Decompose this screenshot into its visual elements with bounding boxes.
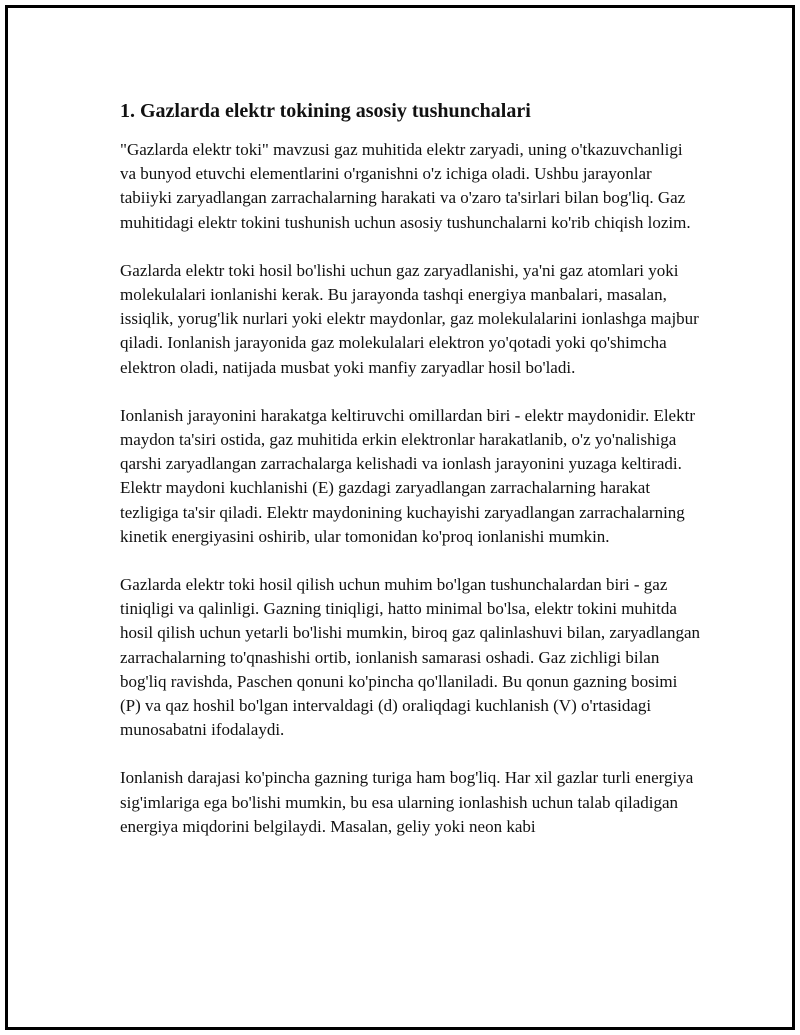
paragraph-4: Gazlarda elektr toki hosil qilish uchun muhim bo'lgan tushunchalardan biri - gaz tiniqligi va qalinligi. Gazning tiniqligi, hatto minimal bo'lsa, elektr tokini muhitda hosil qilish uchun yetarli bo'lishi mumkin, biroq gaz qalinlashuvi bilan, zaryadlangan zarrachalarning to'qnashishi ortib, ionlanish samarasi oshadi. Gaz zichligi bilan bog'liq ravishda, Paschen qonuni ko'pincha qo'llaniladi. Bu qonun gazning bosimi (P) va qaz hoshil bo'lgan intervaldagi (d) oraliqdagi kuchlanish (V) o'rtasidagi munosabatni ifodalaydi. [120, 575, 701, 740]
page-frame [5, 5, 795, 1030]
section-heading: 1. Gazlarda elektr tokining asosiy tushunchalari [120, 100, 531, 122]
paragraph-1: "Gazlarda elektr toki" mavzusi gaz muhitida elektr zaryadi, uning o'tkazuvchanligi va bunyod etuvchi elementlarini o'rganishni o'z ichiga oladi. Ushbu jarayonlar tabiiyki zaryadlangan zarrachalarning harakati va o'zaro ta'sirlari bilan bog'liq. Gaz muhitidagi elektr tokini tushunish uchun asosiy tushunchalarni ko'rib chiqish lozim. [120, 140, 691, 232]
paragraph-2: Gazlarda elektr toki hosil bo'lishi uchun gaz zaryadlanishi, ya'ni gaz atomlari yoki molekulalari ionlanishi kerak. Bu jarayonda tashqi energiya manbalari, masalan, issiqlik, yorug'lik nurlari yoki elektr maydonlar, gaz molekulalarini ionlashga majbur qiladi. Ionlanish jarayonida gaz molekulalari elektron yo'qotadi yoki qo'shimcha elektron oladi, natijada musbat yoki manfiy zaryadlar hosil bo'ladi. [120, 260, 699, 377]
document-body [120, 98, 700, 863]
paragraph-5: Ionlanish darajasi ko'pincha gazning turiga ham bog'liq. Har xil gazlar turli energiya sig'imlariga ega bo'lishi mumkin, bu esa ularning ionlashish uchun talab qiladigan energiya miqdorini belgilaydi. Masalan, geliy yoki neon kabi [120, 768, 694, 836]
paragraph-3: Ionlanish jarayonini harakatga keltiruvchi omillardan biri - elektr maydonidir. Elektr maydon ta'siri ostida, gaz muhitida erkin elektronlar harakatlanib, o'z yo'nalishiga qarshi zaryadlangan zarrachalarga kelishadi va ionlash jarayonini yuzaga keltiradi. Elektr maydoni kuchlanishi (E) gazdagi zaryadlangan zarrachalarning harakat tezligiga ta'sir qiladi. Elektr maydonining kuchayishi zaryadlangan zarrachalarning kinetik energiyasini oshirib, ular tomonidan ko'proq ionlanishi mumkin. [120, 405, 695, 546]
